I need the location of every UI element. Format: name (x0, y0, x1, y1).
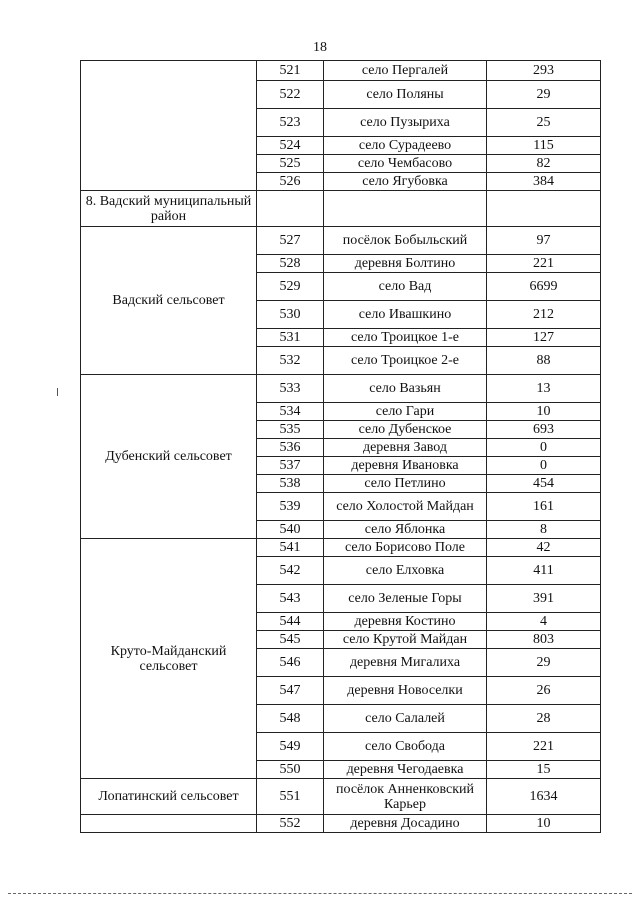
row-number-cell: 542 (257, 557, 324, 585)
population-cell: 28 (487, 705, 601, 733)
row-number-cell: 522 (257, 81, 324, 109)
row-number-cell: 545 (257, 631, 324, 649)
settlement-name-cell: деревня Ивановка (324, 457, 487, 475)
row-number-cell: 521 (257, 61, 324, 81)
settlement-name-cell: село Крутой Майдан (324, 631, 487, 649)
population-cell: 212 (487, 301, 601, 329)
population-cell: 8 (487, 521, 601, 539)
settlement-name-cell: село Дубенское (324, 421, 487, 439)
settlement-name-cell: село Борисово Поле (324, 539, 487, 557)
municipality-cell: Лопатинский сельсовет (81, 779, 257, 815)
settlement-name-cell: село Зеленые Горы (324, 585, 487, 613)
population-cell: 29 (487, 81, 601, 109)
settlement-name-cell: село Ягубовка (324, 173, 487, 191)
row-number-cell: 530 (257, 301, 324, 329)
population-cell: 13 (487, 375, 601, 403)
row-number-cell: 532 (257, 347, 324, 375)
population-cell: 803 (487, 631, 601, 649)
settlement-name-cell: село Холостой Майдан (324, 493, 487, 521)
row-number-cell: 527 (257, 227, 324, 255)
row-number-cell: 541 (257, 539, 324, 557)
row-number-cell: 552 (257, 815, 324, 833)
population-cell: 293 (487, 61, 601, 81)
row-number-cell: 546 (257, 649, 324, 677)
settlement-name-cell: село Петлино (324, 475, 487, 493)
population-cell: 454 (487, 475, 601, 493)
row-number-cell: 544 (257, 613, 324, 631)
row-number-cell: 528 (257, 255, 324, 273)
settlement-name-cell: деревня Завод (324, 439, 487, 457)
population-cell: 411 (487, 557, 601, 585)
settlement-name-cell: село Вад (324, 273, 487, 301)
population-cell: 221 (487, 733, 601, 761)
row-number-cell: 533 (257, 375, 324, 403)
population-cell: 161 (487, 493, 601, 521)
district-heading-cell: 8. Вадский муниципальный район (81, 191, 257, 227)
page-number: 18 (313, 40, 327, 55)
population-cell: 221 (487, 255, 601, 273)
settlement-name-cell: село Пузыриха (324, 109, 487, 137)
table-row (81, 375, 601, 403)
population-cell: 115 (487, 137, 601, 155)
settlement-name-cell: посёлок Анненковский Карьер (324, 779, 487, 815)
population-cell: 82 (487, 155, 601, 173)
table-row (81, 815, 601, 833)
row-number-cell: 538 (257, 475, 324, 493)
settlement-name-cell: село Яблонка (324, 521, 487, 539)
population-cell: 15 (487, 761, 601, 779)
settlement-name-cell: деревня Болтино (324, 255, 487, 273)
municipality-cell: Дубенский сельсовет (81, 375, 257, 539)
settlement-name-cell: село Свобода (324, 733, 487, 761)
row-number-cell: 526 (257, 173, 324, 191)
settlement-name-cell: село Вазьян (324, 375, 487, 403)
row-number-cell: 523 (257, 109, 324, 137)
row-number-cell: 535 (257, 421, 324, 439)
municipality-cell (81, 815, 257, 833)
empty-cell (257, 191, 324, 227)
population-cell: 42 (487, 539, 601, 557)
population-cell: 384 (487, 173, 601, 191)
population-cell: 26 (487, 677, 601, 705)
row-number-cell: 537 (257, 457, 324, 475)
row-number-cell: 540 (257, 521, 324, 539)
settlement-name-cell: село Ивашкино (324, 301, 487, 329)
settlement-name-cell: деревня Досадино (324, 815, 487, 833)
row-number-cell: 524 (257, 137, 324, 155)
margin-mark (57, 388, 58, 396)
row-number-cell: 529 (257, 273, 324, 301)
settlement-name-cell: село Поляны (324, 81, 487, 109)
population-cell: 29 (487, 649, 601, 677)
population-cell: 97 (487, 227, 601, 255)
row-number-cell: 548 (257, 705, 324, 733)
municipality-cell: Круто-Майданский сельсовет (81, 539, 257, 779)
row-number-cell: 531 (257, 329, 324, 347)
empty-cell (324, 191, 487, 227)
settlement-name-cell: посёлок Бобыльский (324, 227, 487, 255)
row-number-cell: 551 (257, 779, 324, 815)
population-cell: 0 (487, 457, 601, 475)
empty-cell (487, 191, 601, 227)
settlement-name-cell: село Гари (324, 403, 487, 421)
table-row (81, 539, 601, 557)
row-number-cell: 525 (257, 155, 324, 173)
table-row (81, 779, 601, 815)
population-cell: 127 (487, 329, 601, 347)
population-cell: 391 (487, 585, 601, 613)
municipality-cell: Вадский сельсовет (81, 227, 257, 375)
row-number-cell: 543 (257, 585, 324, 613)
settlement-name-cell: село Сурадеево (324, 137, 487, 155)
table-row (81, 191, 601, 227)
settlement-name-cell: село Троицкое 2-е (324, 347, 487, 375)
settlement-name-cell: село Пергалей (324, 61, 487, 81)
settlement-name-cell: деревня Мигалиха (324, 649, 487, 677)
table-row (81, 227, 601, 255)
settlement-name-cell: село Елховка (324, 557, 487, 585)
settlement-name-cell: село Троицкое 1-е (324, 329, 487, 347)
settlements-table (80, 60, 601, 833)
scan-edge-line (8, 893, 632, 894)
population-cell: 0 (487, 439, 601, 457)
row-number-cell: 534 (257, 403, 324, 421)
population-cell: 25 (487, 109, 601, 137)
settlement-name-cell: село Салалей (324, 705, 487, 733)
row-number-cell: 539 (257, 493, 324, 521)
population-cell: 693 (487, 421, 601, 439)
population-cell: 88 (487, 347, 601, 375)
settlement-name-cell: село Чембасово (324, 155, 487, 173)
row-number-cell: 547 (257, 677, 324, 705)
settlement-name-cell: деревня Новоселки (324, 677, 487, 705)
population-cell: 10 (487, 815, 601, 833)
table-row (81, 61, 601, 81)
population-cell: 6699 (487, 273, 601, 301)
population-cell: 10 (487, 403, 601, 421)
row-number-cell: 549 (257, 733, 324, 761)
municipality-cell (81, 61, 257, 191)
population-cell: 1634 (487, 779, 601, 815)
population-cell: 4 (487, 613, 601, 631)
row-number-cell: 550 (257, 761, 324, 779)
settlement-name-cell: деревня Костино (324, 613, 487, 631)
row-number-cell: 536 (257, 439, 324, 457)
settlement-name-cell: деревня Чегодаевка (324, 761, 487, 779)
